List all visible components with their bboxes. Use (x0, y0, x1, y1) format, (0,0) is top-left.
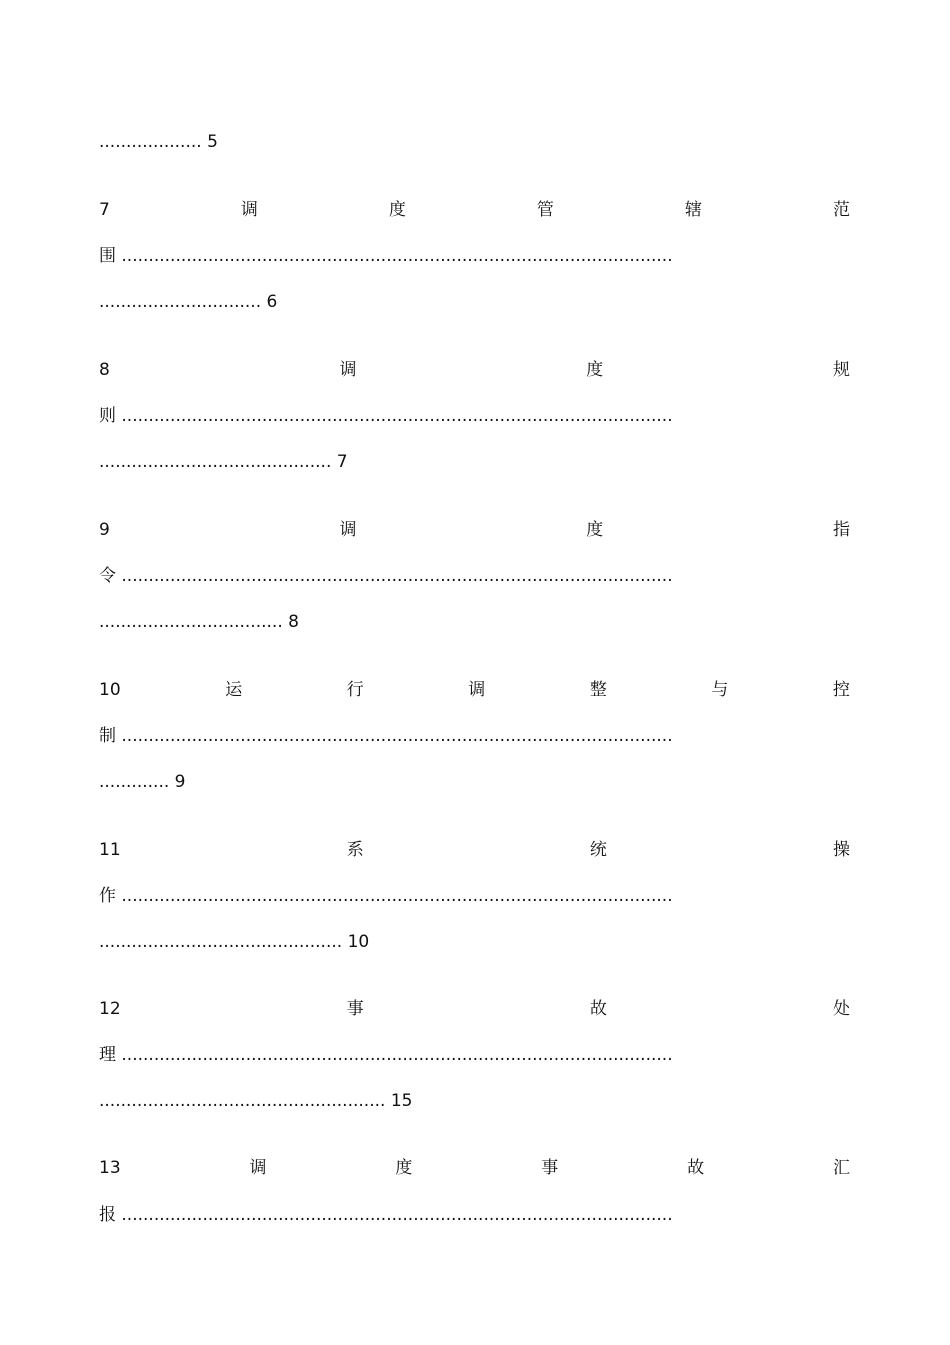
leader-dots: ...................................................................................................... (121, 566, 673, 586)
toc-word: 行 (346, 680, 364, 700)
toc-entry-7-title[interactable] (99, 198, 850, 222)
toc-last-char: 作 (99, 886, 116, 906)
leader-dots: ............. (99, 772, 170, 792)
toc-entry-9-title[interactable] (99, 518, 850, 542)
toc-word: 故 (589, 999, 607, 1019)
leader-dots: ................... (99, 132, 202, 152)
toc-word: 度 (586, 520, 604, 540)
toc-entry-12-leader (99, 1043, 673, 1067)
toc-word: 控 (832, 680, 850, 700)
toc-last-char: 围 (99, 246, 116, 266)
toc-word: 辖 (684, 200, 702, 220)
toc-last-char: 报 (99, 1205, 116, 1225)
toc-word: 10 (99, 680, 121, 700)
toc-entry-11-title[interactable] (99, 838, 850, 862)
toc-word: 范 (832, 200, 850, 220)
leader-dots: ...................................................................................................... (121, 886, 673, 906)
leader-dots: ...................................................................................................... (121, 406, 673, 426)
toc-entry-9-leader (99, 564, 673, 588)
leader-dots: ........................................... (99, 452, 332, 472)
toc-word: 8 (99, 360, 110, 380)
toc-word: 整 (589, 680, 607, 700)
toc-word: 调 (249, 1158, 267, 1178)
page-number: 10 (347, 932, 370, 952)
toc-last-char: 令 (99, 566, 116, 586)
toc-word: 规 (832, 360, 850, 380)
leader-dots: .............................. (99, 292, 262, 312)
toc-word: 事 (346, 999, 364, 1019)
toc-entry-9-page (99, 610, 299, 634)
toc-word: 11 (99, 840, 121, 860)
toc-continuation (99, 130, 218, 154)
toc-word: 处 (832, 999, 850, 1019)
toc-word: 9 (99, 520, 110, 540)
page-number: 8 (288, 612, 299, 632)
leader-dots: ...................................................................................................... (121, 726, 673, 746)
toc-word: 调 (240, 200, 258, 220)
toc-word: 调 (468, 680, 486, 700)
toc-word: 12 (99, 999, 121, 1019)
toc-entry-8-leader (99, 404, 673, 428)
toc-word: 系 (346, 840, 364, 860)
toc-entry-11-leader (99, 884, 673, 908)
toc-word: 事 (541, 1158, 559, 1178)
toc-word: 调 (339, 360, 357, 380)
leader-dots: ...................................................................................................... (121, 1205, 673, 1225)
toc-entry-13-leader (99, 1203, 673, 1227)
toc-word: 度 (395, 1158, 413, 1178)
toc-entry-8-title[interactable] (99, 358, 850, 382)
toc-word: 7 (99, 200, 110, 220)
toc-entry-13-title[interactable] (99, 1156, 850, 1180)
toc-word: 操 (832, 840, 850, 860)
toc-word: 与 (711, 680, 729, 700)
toc-last-char: 理 (99, 1045, 116, 1065)
toc-word: 运 (225, 680, 243, 700)
toc-word: 故 (687, 1158, 705, 1178)
toc-word: 调 (339, 520, 357, 540)
page-number: 6 (266, 292, 278, 312)
toc-entry-10-leader (99, 724, 673, 748)
toc-word: 度 (586, 360, 604, 380)
leader-dots: ...................................................................................................... (121, 1045, 673, 1065)
toc-word: 汇 (832, 1158, 850, 1178)
page-number: 5 (207, 132, 218, 152)
toc-entry-8-page (99, 450, 348, 474)
toc-entry-10-page (99, 770, 185, 794)
toc-word: 指 (832, 520, 850, 540)
toc-word: 管 (536, 200, 554, 220)
leader-dots: ............................................. (99, 932, 343, 952)
toc-entry-12-page (99, 1089, 412, 1113)
toc-entry-11-page (99, 930, 369, 954)
toc-last-char: 制 (99, 726, 116, 746)
page-number: 9 (174, 772, 186, 792)
toc-word: 13 (99, 1158, 121, 1178)
leader-dots: ...................................................................................................... (121, 246, 673, 266)
toc-entry-10-title[interactable] (99, 678, 850, 702)
page-number: 7 (336, 452, 348, 472)
leader-dots: .................................. (99, 612, 283, 632)
leader-dots: ..................................................... (99, 1091, 386, 1111)
toc-entry-12-title[interactable] (99, 997, 850, 1021)
toc-entry-7-leader (99, 244, 673, 268)
toc-word: 度 (388, 200, 406, 220)
toc-entry-7-page (99, 290, 277, 314)
page-number: 15 (390, 1091, 413, 1111)
toc-word: 统 (589, 840, 607, 860)
toc-last-char: 则 (99, 406, 116, 426)
